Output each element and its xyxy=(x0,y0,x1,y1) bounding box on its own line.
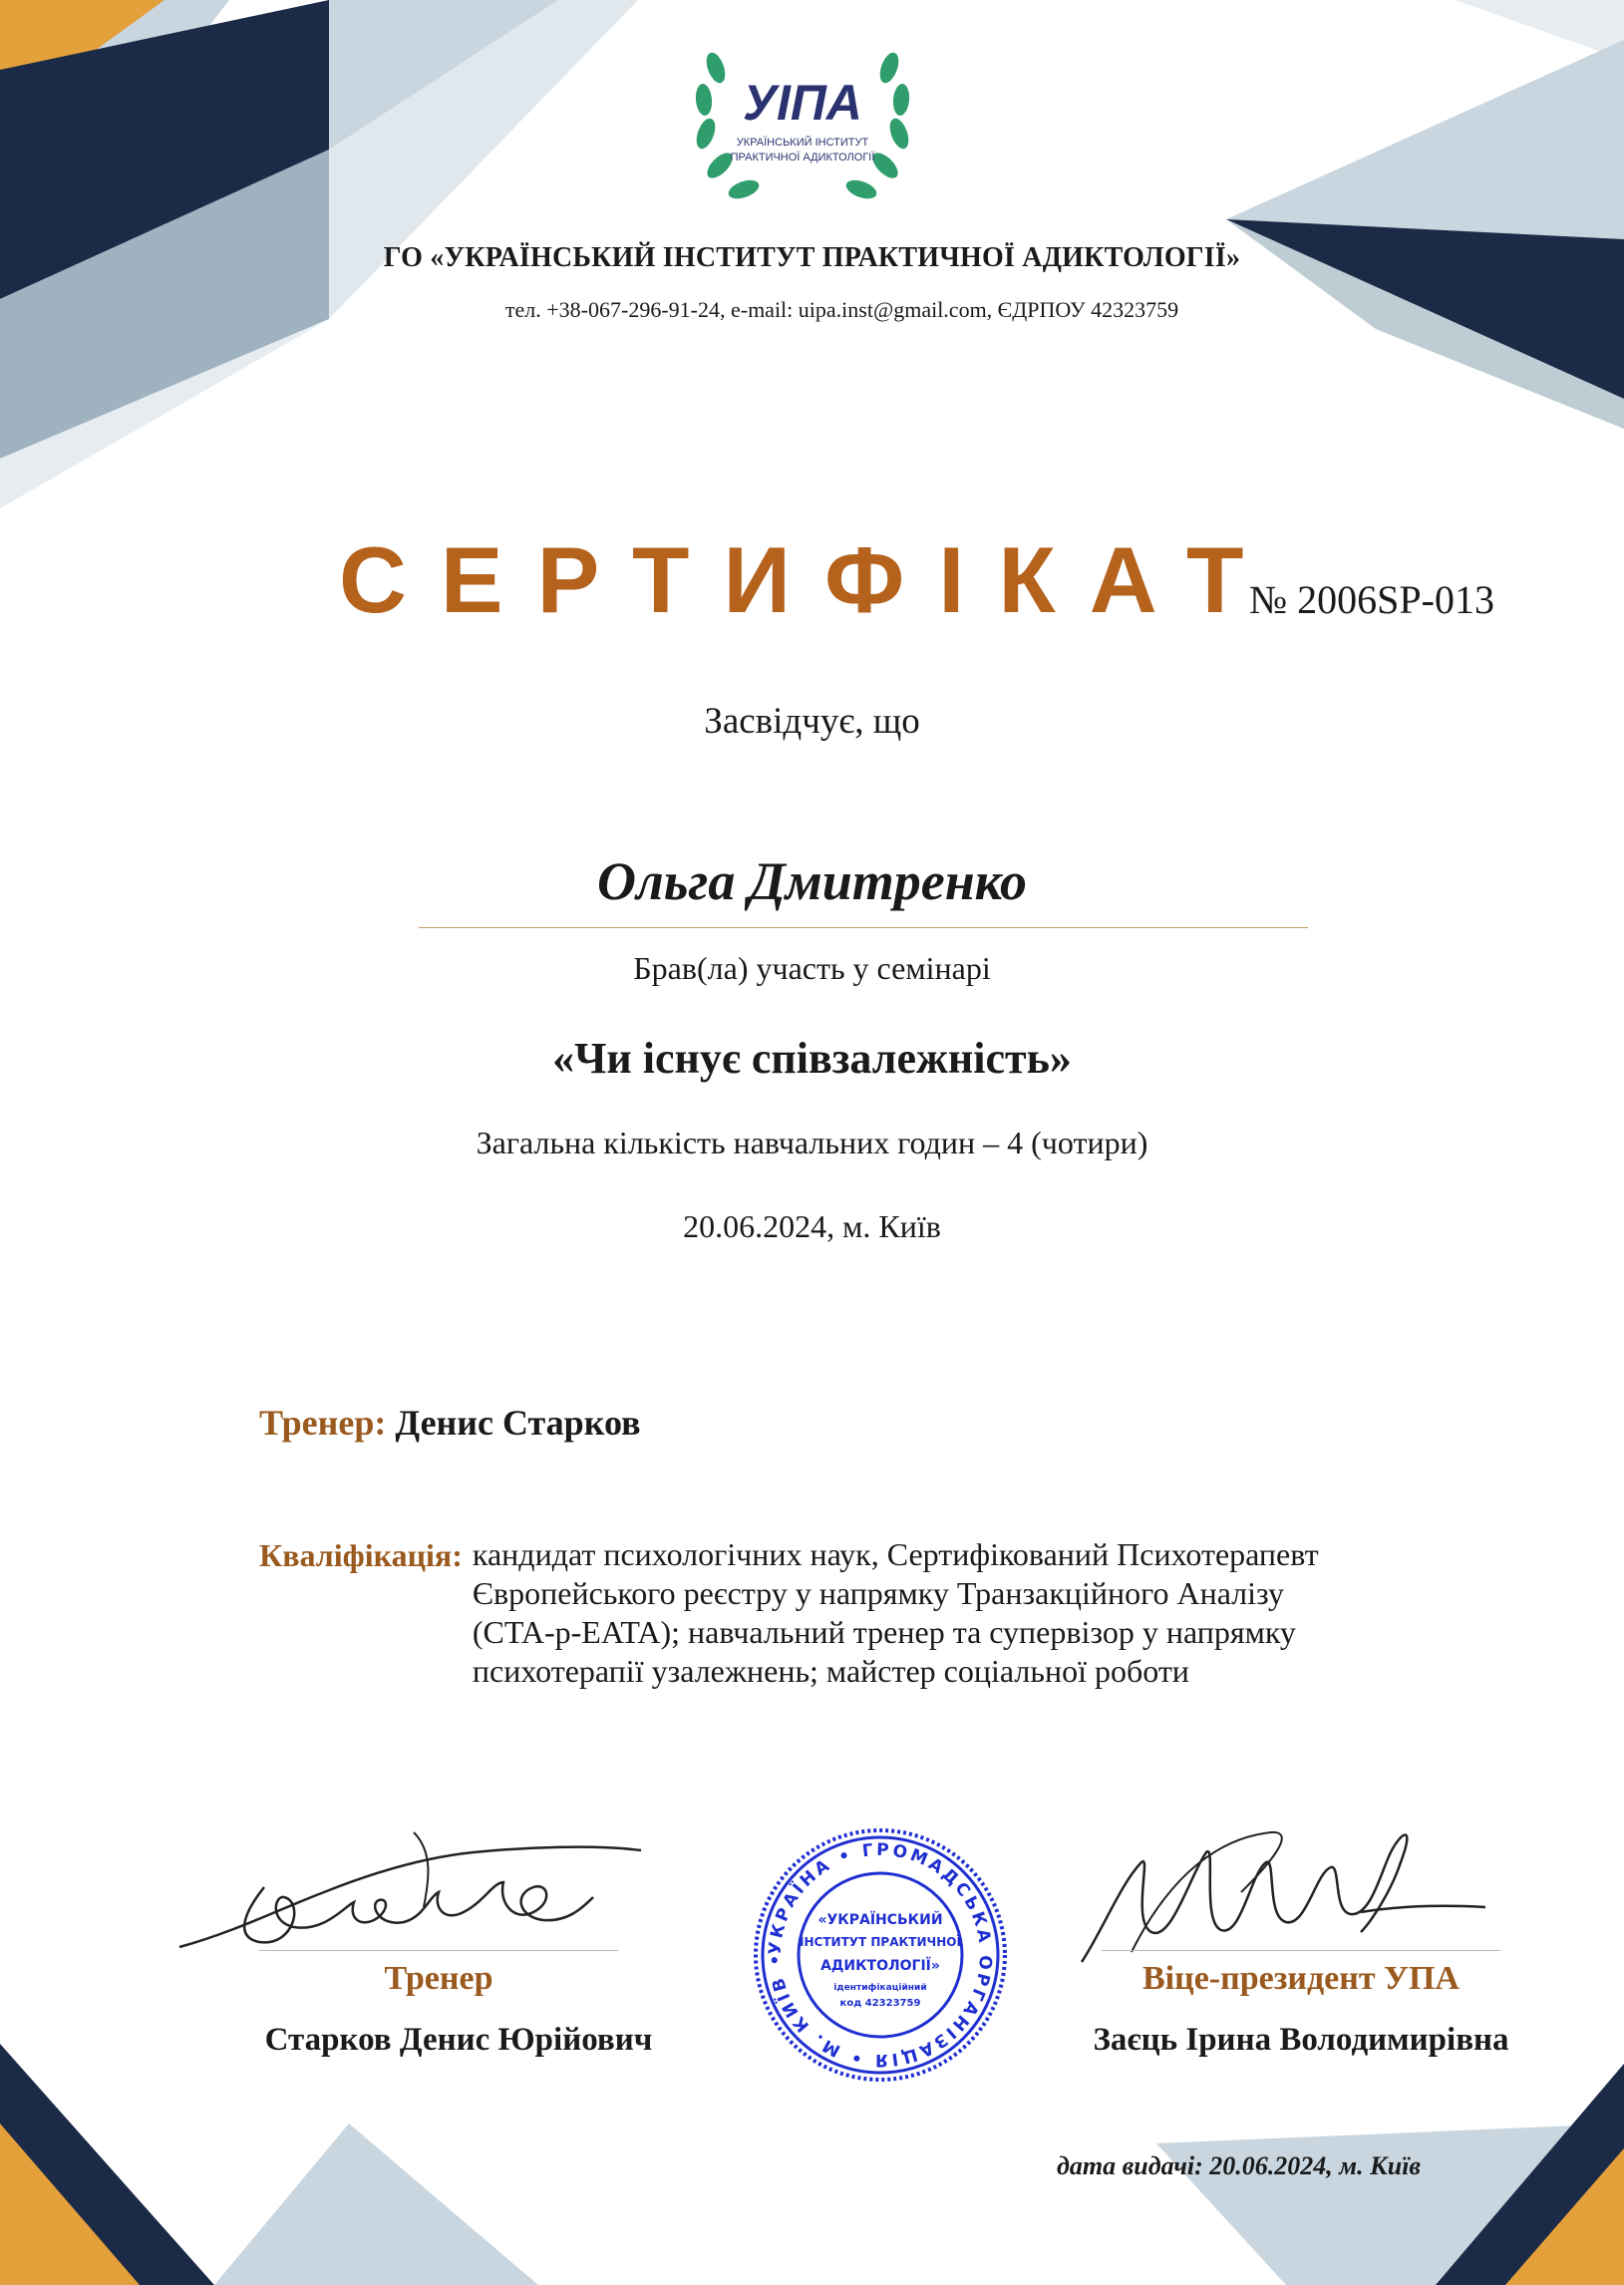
recipient-underline xyxy=(419,927,1308,928)
participation-text: Брав(ла) участь у семінарі xyxy=(633,950,991,986)
trainer-label: Тренер: xyxy=(259,1403,387,1443)
trainer-row xyxy=(259,1402,641,1444)
training-hours: Загальна кількість навчальних годин – 4 (чотири) xyxy=(476,1125,1148,1160)
stamp-outer-text: УКРАЇНА • ГРОМАДСЬКА ОРГАНІЗАЦІЯ • М. КИЇВ • xyxy=(765,1839,996,2071)
vice-president-signature-line xyxy=(1102,1950,1500,1951)
trainer-role: Тренер xyxy=(384,1960,493,1997)
recipient-name: Ольга Дмитренко xyxy=(597,851,1027,911)
qualification-line: (CTA-p-EATA); навчальний тренер та супервізор у напрямку xyxy=(472,1614,1296,1650)
qualification-line: психотерапії узалежнень; майстер соціальної роботи xyxy=(472,1653,1189,1689)
organization-name: ГО «УКРАЇНСЬКИЙ ІНСТИТУТ ПРАКТИЧНОЇ АДИКТОЛОГІЇ» xyxy=(383,242,1241,273)
vice-president-role: Віце-президент УПА xyxy=(1141,1960,1460,1997)
vice-president-full-name: Заєць Ірина Володимирівна xyxy=(1093,2022,1509,2058)
seminar-date-place: 20.06.2024, м. Київ xyxy=(683,1208,941,1244)
certificate-number: № 2006SP-013 xyxy=(1249,577,1494,622)
stamp-line-3: АДИКТОЛОГІЇ» xyxy=(820,1958,940,1974)
trainer-name: Денис Старков xyxy=(395,1403,641,1443)
qualification-line: кандидат психологічних наук, Сертифікований Психотерапевт xyxy=(472,1536,1319,1572)
trainer-signature xyxy=(174,1812,643,1972)
corner-shape xyxy=(1226,40,1624,239)
vice-president-signature xyxy=(1072,1812,1490,1982)
organization-stamp xyxy=(750,1824,1011,2086)
qualification-text xyxy=(473,1535,1319,1691)
logo-line-2: ПРАКТИЧНОЇ АДИКТОЛОГІЇ xyxy=(730,152,875,163)
trainer-signature-line xyxy=(259,1950,618,1951)
organization-contacts: тел. +38-067-296-91-24, e-mail: uipa.inst@gmail.com, ЄДРПОУ 42323759 xyxy=(504,297,1179,322)
stamp-line-2: ІНСТИТУТ ПРАКТИЧНОЇ xyxy=(800,1935,961,1949)
stamp-line-5: код 42323759 xyxy=(839,1998,921,2009)
qualification-line: Європейського реєстру у напрямку Транзакційного Аналізу xyxy=(472,1575,1284,1611)
stamp-line-4: ідентифікаційний xyxy=(833,1983,927,1993)
seminar-title: «Чи існує співзалежність» xyxy=(552,1034,1072,1083)
organization-logo xyxy=(678,28,927,217)
stamp-line-1: «УКРАЇНСЬКИЙ xyxy=(817,1912,943,1928)
certificate-title: СЕРТИФІКАТ xyxy=(339,527,1278,632)
qualification-row xyxy=(259,1537,1319,1691)
logo-line-1: УКРАЇНСЬКИЙ ІНСТИТУТ xyxy=(736,137,869,149)
corner-shape xyxy=(214,2123,538,2285)
issue-date: дата видачі: 20.06.2024, м. Київ xyxy=(1057,2151,1422,2180)
corner-shape xyxy=(1456,0,1624,60)
trainer-full-name: Старков Денис Юрійович xyxy=(264,2022,653,2058)
logo-abbr: УІПА xyxy=(743,75,862,131)
certifies-text: Засвідчує, що xyxy=(704,701,920,742)
qualification-label: Кваліфікація: xyxy=(259,1537,463,1573)
